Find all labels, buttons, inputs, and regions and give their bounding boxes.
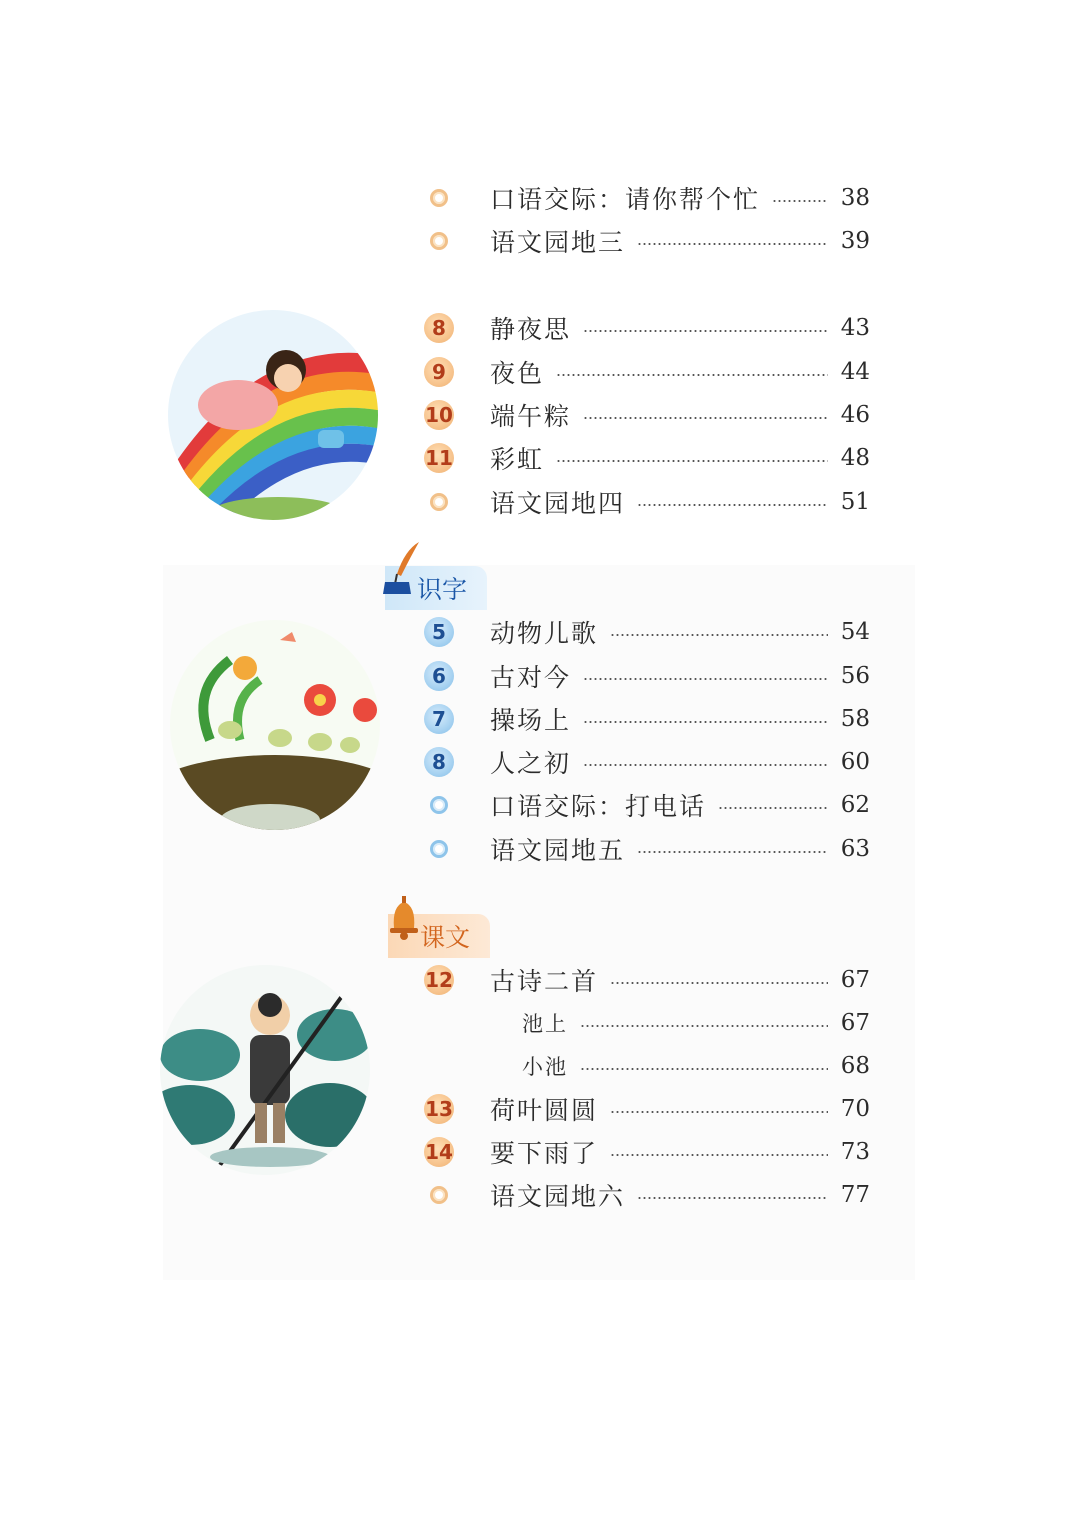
toc-row-page: 70 bbox=[840, 1096, 870, 1122]
dot-leader bbox=[580, 1068, 828, 1070]
toc-row-lesson-14[interactable] bbox=[420, 1134, 870, 1170]
dot-leader bbox=[637, 851, 828, 853]
dot-leader bbox=[580, 1025, 828, 1027]
toc-row-page: 44 bbox=[840, 359, 870, 385]
boy-lotus-illustration bbox=[160, 965, 370, 1175]
toc-row-title: 口语交际：请你帮个忙 bbox=[490, 185, 761, 214]
ring-marker-icon bbox=[420, 182, 458, 214]
toc-row-literacy-8[interactable] bbox=[420, 744, 870, 780]
ring-marker-icon bbox=[420, 225, 458, 257]
toc-row-title: 语文园地三 bbox=[490, 228, 626, 257]
toc-row-page: 48 bbox=[840, 445, 870, 471]
toc-row-garden-3[interactable] bbox=[420, 223, 870, 259]
toc-row-title: 口语交际：打电话 bbox=[490, 792, 707, 821]
toc-row-literacy-5[interactable] bbox=[420, 614, 870, 650]
toc-row-page: 46 bbox=[840, 402, 870, 428]
dot-leader bbox=[718, 807, 828, 809]
toc-row-page: 62 bbox=[840, 792, 870, 818]
toc-row-garden-5[interactable] bbox=[420, 831, 870, 867]
toc-row-page: 63 bbox=[840, 836, 870, 862]
bell-icon bbox=[380, 888, 428, 946]
toc-row-page: 60 bbox=[840, 749, 870, 775]
lesson-number-badge: 13 bbox=[420, 1093, 458, 1125]
lesson-number-badge: 14 bbox=[420, 1136, 458, 1168]
toc-row-page: 56 bbox=[840, 663, 870, 689]
lesson-number-badge: 9 bbox=[420, 356, 458, 388]
toc-row-title: 荷叶圆圆 bbox=[490, 1096, 599, 1125]
toc-row-poem-chishang[interactable] bbox=[420, 1005, 870, 1041]
unit-label: 识字 bbox=[385, 566, 487, 610]
toc-row-title: 语文园地六 bbox=[490, 1182, 626, 1211]
toc-row-lesson-10[interactable] bbox=[420, 397, 870, 433]
toc-row-title: 夜色 bbox=[490, 359, 545, 388]
toc-row-lesson-9[interactable] bbox=[420, 354, 870, 390]
dot-leader bbox=[556, 374, 828, 376]
toc-row-title: 静夜思 bbox=[490, 315, 572, 344]
dot-leader bbox=[610, 634, 828, 636]
toc-row-lesson-13[interactable] bbox=[420, 1091, 870, 1127]
toc-row-page: 68 bbox=[840, 1053, 870, 1079]
dot-leader bbox=[610, 1154, 828, 1156]
lesson-number-badge: 7 bbox=[420, 703, 458, 735]
toc-row-title: 动物儿歌 bbox=[490, 619, 599, 648]
toc-row-title: 操场上 bbox=[490, 706, 572, 735]
unit-header-literacy bbox=[385, 566, 487, 610]
toc-row-literacy-6[interactable] bbox=[420, 658, 870, 694]
toc-row-title: 古诗二首 bbox=[490, 967, 599, 996]
dot-leader bbox=[610, 1111, 828, 1113]
toc-row-poem-xiaochi[interactable] bbox=[420, 1048, 870, 1084]
unit-header-texts bbox=[388, 914, 490, 958]
empty-marker bbox=[420, 1007, 458, 1039]
lesson-number-badge: 6 bbox=[420, 660, 458, 692]
toc-row-title: 端午粽 bbox=[490, 402, 572, 431]
dot-leader bbox=[583, 417, 828, 419]
lesson-number-badge: 5 bbox=[420, 616, 458, 648]
toc-row-page: 77 bbox=[840, 1182, 870, 1208]
toc-row-title: 小池 bbox=[522, 1055, 568, 1079]
dot-leader bbox=[583, 764, 828, 766]
ring-marker-icon bbox=[420, 1179, 458, 1211]
dot-leader bbox=[556, 460, 828, 462]
empty-marker bbox=[420, 1050, 458, 1082]
dot-leader bbox=[610, 982, 828, 984]
toc-row-lesson-12[interactable] bbox=[420, 962, 870, 998]
ring-marker-icon bbox=[420, 486, 458, 518]
toc-row-page: 54 bbox=[840, 619, 870, 645]
unit-label: 课文 bbox=[388, 914, 490, 958]
toc-row-title: 要下雨了 bbox=[490, 1139, 599, 1168]
dot-leader bbox=[583, 330, 828, 332]
dot-leader bbox=[637, 243, 828, 245]
toc-row-garden-4[interactable] bbox=[420, 484, 870, 520]
dot-leader bbox=[637, 504, 828, 506]
toc-row-title: 语文园地五 bbox=[490, 836, 626, 865]
toc-row-lesson-11[interactable] bbox=[420, 440, 870, 476]
ring-marker-icon bbox=[420, 789, 458, 821]
dot-leader bbox=[583, 678, 828, 680]
dot-leader bbox=[637, 1197, 828, 1199]
toc-row-page: 58 bbox=[840, 706, 870, 732]
quill-inkwell-icon bbox=[377, 540, 425, 598]
lesson-number-badge: 12 bbox=[420, 964, 458, 996]
toc-row-page: 67 bbox=[840, 967, 870, 993]
toc-row-page: 38 bbox=[840, 185, 870, 211]
dot-leader bbox=[772, 200, 828, 202]
lesson-number-badge: 11 bbox=[420, 442, 458, 474]
dot-leader bbox=[583, 721, 828, 723]
toc-row-literacy-7[interactable] bbox=[420, 701, 870, 737]
lesson-number-badge: 8 bbox=[420, 312, 458, 344]
toc-row-lesson-8[interactable] bbox=[420, 310, 870, 346]
toc-row-oral-phone[interactable] bbox=[420, 787, 870, 823]
toc-row-title: 古对今 bbox=[490, 663, 572, 692]
toc-row-title: 人之初 bbox=[490, 749, 572, 778]
toc-row-garden-6[interactable] bbox=[420, 1177, 870, 1213]
toc-row-page: 67 bbox=[840, 1010, 870, 1036]
toc-row-page: 39 bbox=[840, 228, 870, 254]
toc-row-page: 73 bbox=[840, 1139, 870, 1165]
toc-row-oral-help[interactable] bbox=[420, 180, 870, 216]
toc-row-title: 池上 bbox=[522, 1012, 568, 1036]
lesson-number-badge: 8 bbox=[420, 746, 458, 778]
ring-marker-icon bbox=[420, 833, 458, 865]
ants-flowers-illustration bbox=[170, 620, 380, 830]
toc-row-title: 语文园地四 bbox=[490, 489, 626, 518]
toc-row-page: 51 bbox=[840, 489, 870, 515]
toc-row-title: 彩虹 bbox=[490, 445, 545, 474]
lesson-number-badge: 10 bbox=[420, 399, 458, 431]
toc-row-page: 43 bbox=[840, 315, 870, 341]
rainbow-girl-illustration bbox=[168, 310, 378, 520]
